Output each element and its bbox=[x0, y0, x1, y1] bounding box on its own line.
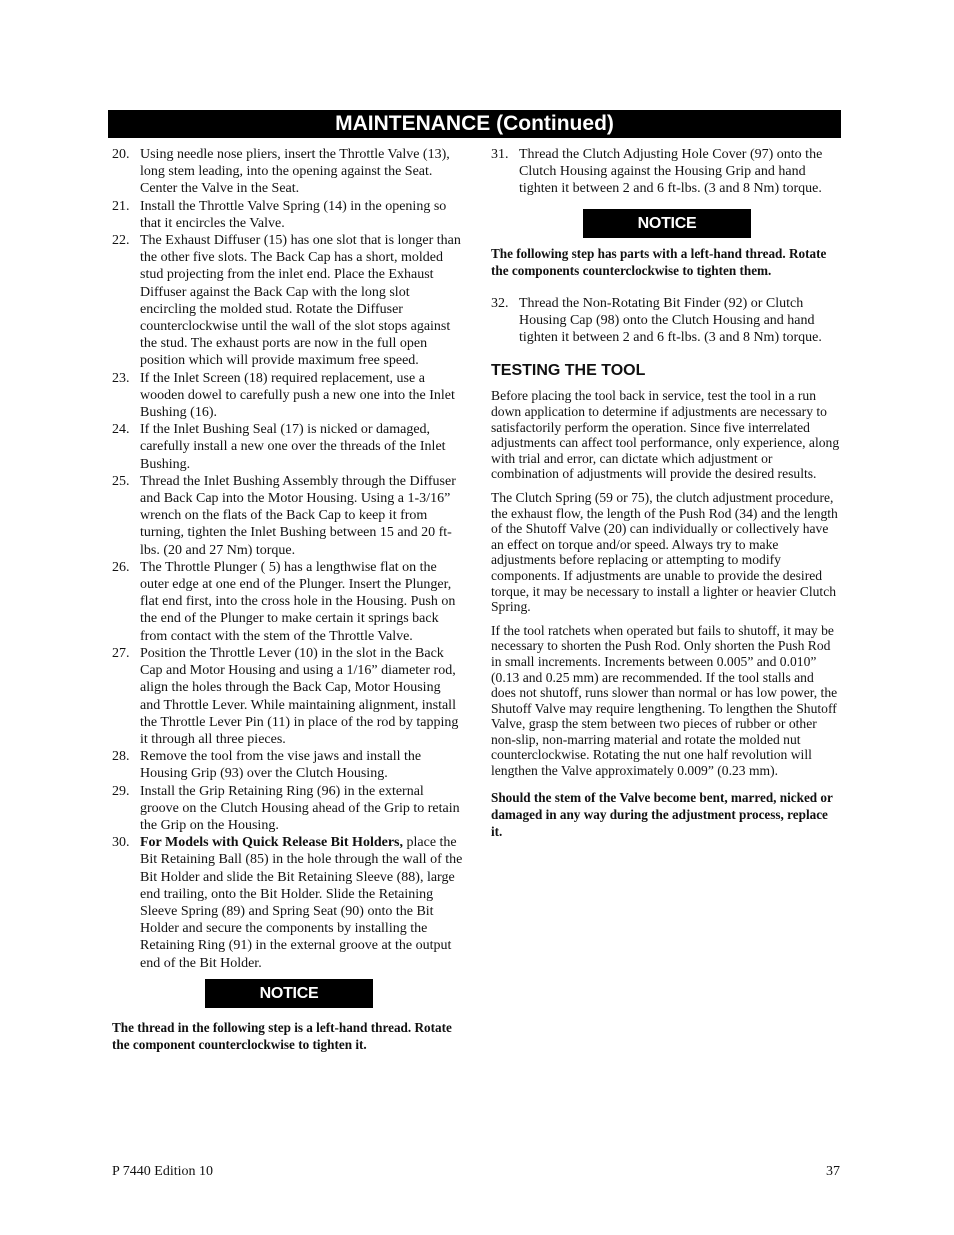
list-item bbox=[112, 232, 464, 370]
list-item bbox=[491, 146, 842, 198]
right-step-list-2 bbox=[491, 295, 842, 347]
left-column bbox=[112, 146, 464, 1053]
step-text: The Exhaust Diffuser (15) has one slot that is longer than the other five slots. The Back Cap has a short, molded stud projecting from the inlet end. Place the Exhaust Diffuser against the Back Cap with the long slot encircling the molded stud. Rotate the Diffuser counterclockwise until the wall of the slot stops against the stud. The exhaust ports are now in the full open position which will provide maximum free speed. bbox=[140, 233, 461, 369]
step-text: Using needle nose pliers, insert the Throttle Valve (13), long stem leading, into the opening against the Seat. Center the Valve in the Seat. bbox=[140, 147, 450, 197]
list-item bbox=[112, 834, 464, 972]
notice-text: The thread in the following step is a left-hand thread. Rotate the component counterclockwise to tighten it. bbox=[112, 1019, 452, 1052]
step-number: 20. bbox=[112, 147, 130, 162]
notice-text: The following step has parts with a left-hand thread. Rotate the components counterclockwise to tighten them. bbox=[491, 245, 827, 278]
page-title: MAINTENANCE (Continued) bbox=[108, 110, 841, 138]
step-bold-lead: For Models with Quick Release Bit Holders, bbox=[140, 835, 403, 851]
step-number: 31. bbox=[491, 147, 509, 162]
step-text-rest: place the Bit Retaining Ball (85) in the hole through the wall of the Bit Holder and slide the Bit Retaining Sleeve (88), large end trailing, onto the Bit Holder. Slide the Retaining Sleeve Spring (89) and Spring Seat (90) onto the Bit Holder and secure the components by installing the Retaining Ring (91) in the external groove at the output end of the Bit Holder. bbox=[140, 835, 463, 971]
list-item bbox=[112, 198, 464, 232]
step-number: 28. bbox=[112, 749, 130, 765]
list-item bbox=[112, 146, 464, 198]
list-item bbox=[112, 559, 464, 645]
notice-badge: NOTICE bbox=[583, 209, 751, 238]
left-step-list bbox=[112, 146, 464, 972]
step-number: 32. bbox=[491, 295, 509, 311]
step-text: Install the Grip Retaining Ring (96) in the external groove on the Clutch Housing ahead of the Grip to retain the Grip on the Housing. bbox=[140, 783, 460, 833]
step-text: Thread the Non-Rotating Bit Finder (92) or Clutch Housing Cap (98) onto the Clutch Housing and hand tighten it between 2 and 6 ft-lbs. (3 and 8 Nm) torque. bbox=[519, 295, 822, 346]
list-item bbox=[112, 645, 464, 748]
step-text: Position the Throttle Lever (10) in the slot in the Back Cap and Motor Housing and using a 1/16” diameter rod, align the holes through the Back Cap, Motor Housing and Throttle Lever. While maintaining alignment, install the Throttle Lever Pin (11) in place of the rod by tapping it through all three pieces. bbox=[140, 645, 459, 747]
notice-badge: NOTICE bbox=[205, 979, 373, 1008]
list-item bbox=[491, 295, 842, 347]
step-number: 26. bbox=[112, 559, 130, 575]
step-text: Thread the Inlet Bushing Assembly through the Diffuser and Back Cap into the Motor Housing. Using a 1-3/16” wrench on the flats of the Back Cap to keep it from turning, tighten the Inlet Bushing between 15 and 20 ft-lbs. (20 and 27 Nm) torque. bbox=[140, 473, 456, 558]
step-text: Remove the tool from the vise jaws and install the Housing Grip (93) over the Clutch Housing. bbox=[140, 749, 422, 782]
step-number: 22. bbox=[112, 233, 130, 249]
step-number: 29. bbox=[112, 783, 130, 799]
step-number: 27. bbox=[112, 645, 130, 661]
step-text: If the Inlet Bushing Seal (17) is nicked or damaged, carefully install a new one over the threads of the Inlet Bushing. bbox=[140, 422, 446, 472]
list-item bbox=[112, 421, 464, 473]
step-number: 21. bbox=[112, 198, 130, 214]
warning-text: Should the stem of the Valve become bent, marred, nicked or damaged in any way during the adjustment process, replace it. bbox=[491, 789, 833, 839]
page-number: 37 bbox=[826, 1164, 840, 1179]
list-item bbox=[112, 748, 464, 782]
right-step-list bbox=[491, 146, 842, 198]
step-text: Install the Throttle Valve Spring (14) in the opening so that it encircles the Valve. bbox=[140, 198, 447, 231]
list-item bbox=[112, 783, 464, 835]
paragraph: The Clutch Spring (59 or 75), the clutch adjustment procedure, the exhaust flow, the length of the Push Rod (34) and the length of the Shutoff Valve (20) can individually or collectively have an effect on torque and/or speed. Always try to make adjustments before replacing or attempting to modify components. If adjustments are unable to provide the desired torque, it may be necessary to install a lighter or heavier Clutch Spring. bbox=[491, 489, 838, 615]
list-item bbox=[112, 473, 464, 559]
paragraph: Before placing the tool back in service, test the tool in a run down application to determine if adjustments are necessary to satisfactorily perform the operation. Since five interrelated adjustments can affect tool performance, only experience, along with trial and error, can dictate which adjustment or combination of adjustments will provide the desired results. bbox=[491, 388, 840, 482]
footer-edition: P 7440 Edition 10 bbox=[112, 1164, 213, 1179]
list-item bbox=[112, 370, 464, 422]
step-number: 25. bbox=[112, 473, 130, 489]
step-text: The Throttle Plunger ( 5) has a lengthwise flat on the outer edge at one end of the Plunger. Insert the Plunger, flat end first, into the cross hole in the Housing. Push on the end of the Plunger to make certain it springs back from contact with the stem of the Throttle Valve. bbox=[140, 559, 456, 644]
step-number: 24. bbox=[112, 422, 130, 438]
step-text: If the Inlet Screen (18) required replacement, use a wooden dowel to carefully push a new one into the Inlet Bushing (16). bbox=[140, 370, 455, 421]
right-column bbox=[491, 146, 842, 840]
step-number: 30. bbox=[112, 835, 130, 851]
section-heading: TESTING THE TOOL bbox=[491, 362, 646, 380]
paragraph: If the tool ratchets when operated but fails to shutoff, it may be necessary to shorten the Push Rod. Only shorten the Push Rod in small increments. Increments between 0.005” and 0.010” (0.13 and 0.25 mm) are recommended. If the tool stalls and does not shutoff, runs slower than normal or has low power, the Shutoff Valve may require lengthening. To lengthen the Shutoff Valve, grasp the stem between two pieces of rubber or other non-slip, non-marring material and rotate the molded nut counterclockwise. Rotating the nut one half revolution will lengthen the Valve approximately 0.009” (0.23 mm). bbox=[491, 622, 838, 779]
step-number: 23. bbox=[112, 370, 130, 386]
step-text: Thread the Clutch Adjusting Hole Cover (97) onto the Clutch Housing against the Housing Grip and hand tighten it between 2 and 6 ft-lbs. (3 and 8 Nm) torque. bbox=[519, 147, 823, 197]
step-text bbox=[140, 834, 464, 972]
